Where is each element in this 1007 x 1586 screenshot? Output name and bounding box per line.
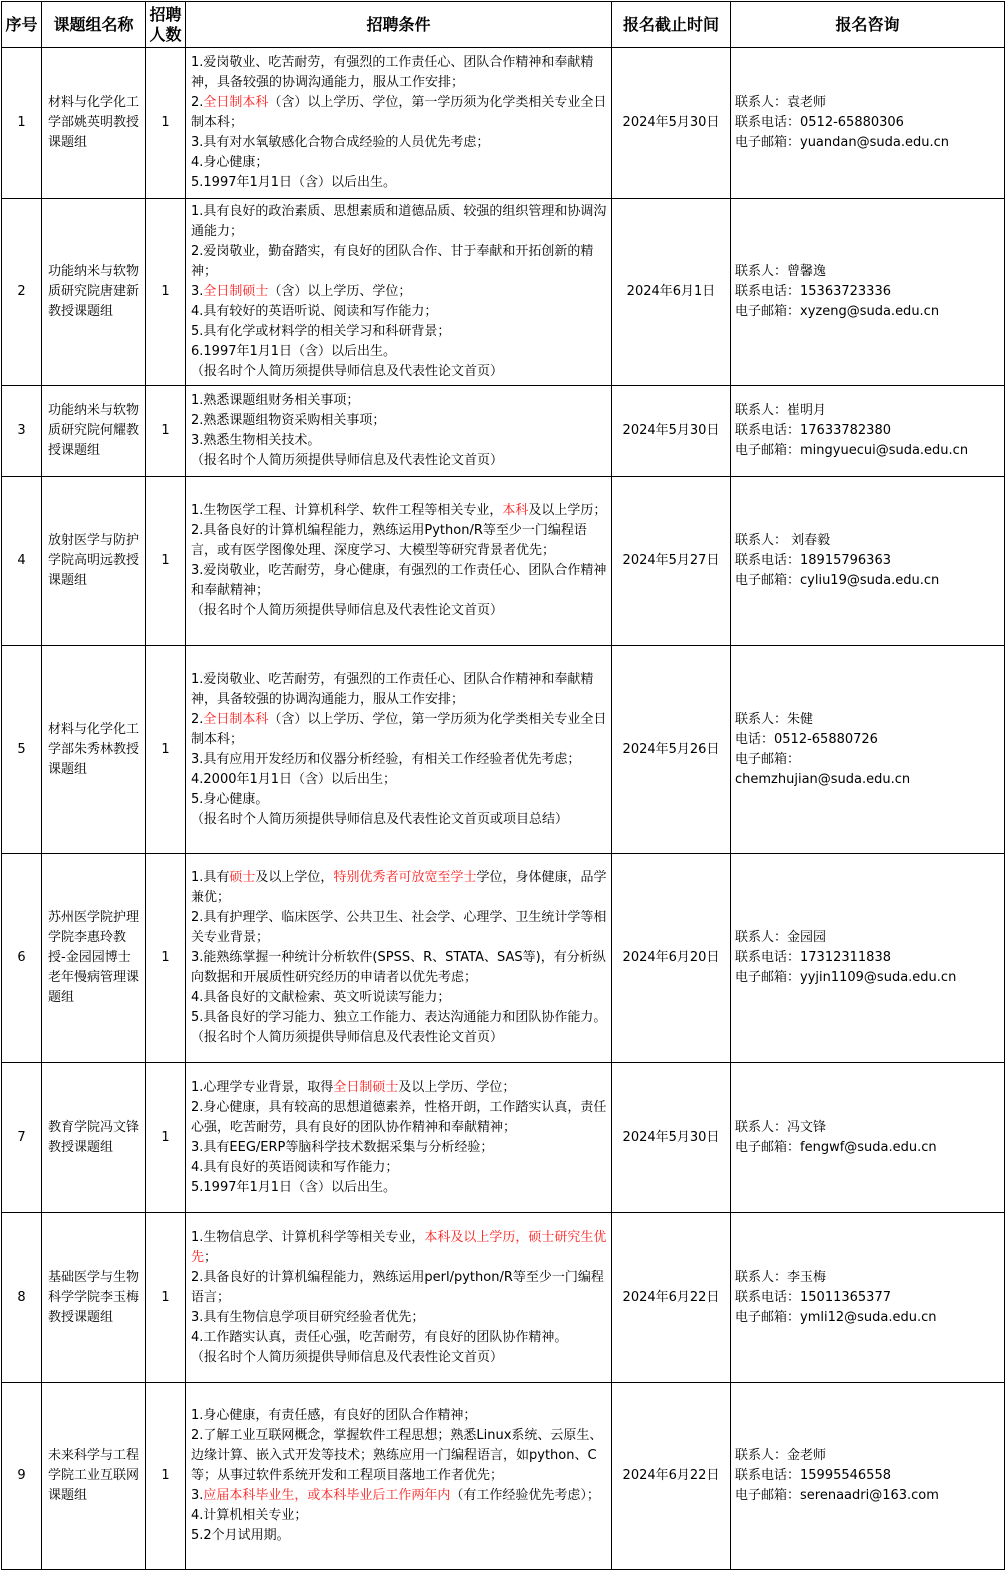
contact-cell (731, 386, 1005, 477)
table-row (2, 48, 1005, 199)
hire-count: 1 (146, 1213, 186, 1383)
contact-line: 联系人：冯文锋 (735, 1119, 827, 1135)
contact-line: 联系人：曾馨逸 (735, 264, 827, 279)
requirements-cell (186, 48, 612, 199)
requirement-item: 5.2个月试用期。 (191, 1528, 290, 1543)
hire-count: 1 (146, 386, 186, 477)
requirement-item: 1.具有硕士及以上学位，特别优秀者可放宽至学士学位，身体健康，品学兼优； (191, 870, 607, 905)
requirement-item: 2.具备良好的计算机编程能力，熟练运用perl/python/R等至少一门编程语言； (191, 1269, 604, 1305)
contact-line: 电子邮箱：yuandan@suda.edu.cn (735, 135, 949, 150)
highlight-text: 全日制硕士 (333, 1079, 399, 1095)
row-index: 2 (2, 199, 42, 386)
contact-line: 联系电话：17633782380 (735, 423, 891, 438)
contact-line: 电子邮箱：cyliu19@suda.edu.cn (735, 573, 940, 588)
contact-line: 联系电话：0512-65880306 (735, 115, 904, 130)
contact-cell (731, 646, 1005, 854)
requirement-item: 2.全日制本科（含）以上学历、学位，第一学历须为化学类相关专业全日制本科； (191, 711, 607, 747)
deadline: 2024年6月22日 (612, 1213, 731, 1383)
group-name: 放射医学与防护学院高明远教授课题组 (42, 477, 146, 646)
row-index: 7 (2, 1063, 42, 1213)
row-index: 6 (2, 854, 42, 1063)
requirement-item: 2.具备良好的计算机编程能力，熟练运用Python/R等至少一门编程语言，或有医学图像处理、深度学习、大模型等研究背景者优先； (191, 523, 587, 558)
deadline: 2024年6月1日 (612, 199, 731, 386)
hire-count: 1 (146, 1063, 186, 1213)
contact-line: 电子邮箱：serenaadri@163.com (735, 1488, 939, 1503)
group-name: 苏州医学院护理学院李惠玲教授-金园园博士老年慢病管理课题组 (42, 854, 146, 1063)
highlight-text: 特别优秀者可放宽至学士 (333, 870, 477, 885)
highlight-text: 本科及以上学历，硕士研究生优先 (191, 1229, 607, 1265)
table-row (2, 646, 1005, 854)
table-body (2, 48, 1005, 1570)
group-name: 功能纳米与软物质研究院唐建新教授课题组 (42, 199, 146, 386)
deadline: 2024年5月27日 (612, 477, 731, 646)
requirement-item: 4.身心健康； (191, 155, 269, 170)
header-deadline: 报名截止时间 (612, 2, 731, 48)
requirement-item: 1.爱岗敬业、吃苦耐劳，有强烈的工作责任心、团队合作精神和奉献精神，具备较强的协调沟通能力，服从工作安排； (191, 55, 594, 90)
deadline: 2024年5月30日 (612, 1063, 731, 1213)
contact-line: 联系人：朱健 (735, 711, 814, 727)
deadline: 2024年5月26日 (612, 646, 731, 854)
requirement-item: 5.具备良好的学习能力、独立工作能力、表达沟通能力和团队协作能力。 (191, 1010, 607, 1025)
row-index: 3 (2, 386, 42, 477)
contact-line: 电子邮箱：xyzeng@suda.edu.cn (735, 304, 940, 319)
contact-line: 联系人：金园园 (735, 930, 827, 945)
requirement-item: （报名时个人简历须提供导师信息及代表性论文首页或项目总结） (191, 811, 569, 827)
highlight-text: 应届本科毕业生，或本科毕业后工作两年内 (203, 1488, 451, 1503)
table-row (2, 199, 1005, 386)
requirement-item: （报名时个人简历须提供导师信息及代表性论文首页） (191, 364, 504, 379)
contact-cell (731, 854, 1005, 1063)
contact-line: 联系电话：18915796363 (735, 553, 891, 568)
recruitment-table (1, 1, 1005, 1570)
requirements-cell (186, 1383, 612, 1570)
contact-line: chemzhujian@suda.edu.cn (735, 771, 911, 787)
table-row (2, 477, 1005, 646)
requirement-item: 1.身心健康，有责任感，有良好的团队合作精神； (191, 1408, 477, 1423)
highlight-text: 全日制本科 (203, 95, 269, 110)
requirement-item: （报名时个人简历须提供导师信息及代表性论文首页） (191, 1349, 504, 1365)
table-row (2, 1383, 1005, 1570)
table-row (2, 854, 1005, 1063)
requirement-item: 1.熟悉课题组财务相关事项； (191, 393, 360, 408)
requirement-item: 4.计算机相关专业； (191, 1508, 308, 1523)
requirement-item: 2.具有护理学、临床医学、公共卫生、社会学、心理学、卫生统计学等相关专业背景； (191, 910, 607, 945)
requirement-item: 2.全日制本科（含）以上学历、学位，第一学历须为化学类相关专业全日制本科； (191, 95, 607, 130)
hire-count: 1 (146, 854, 186, 1063)
requirement-item: 2.爱岗敬业，勤奋踏实，有良好的团队合作、甘于奉献和开拓创新的精神； (191, 244, 594, 279)
contact-cell (731, 199, 1005, 386)
contact-line: 联系电话：15363723336 (735, 284, 891, 299)
highlight-text: 本科 (502, 503, 529, 518)
contact-line: 联系人：金老师 (735, 1448, 827, 1463)
contact-cell (731, 1213, 1005, 1383)
requirement-item: 1.生物医学工程、计算机科学、软件工程等相关专业，本科及以上学历； (191, 503, 607, 518)
requirement-item: （报名时个人简历须提供导师信息及代表性论文首页） (191, 603, 504, 618)
requirement-item: 3.具有EEG/ERP等脑科学技术数据采集与分析经验； (191, 1139, 494, 1155)
contact-line: 电子邮箱：yyjin1109@suda.edu.cn (735, 970, 957, 985)
group-name: 未来科学与工程学院工业互联网课题组 (42, 1383, 146, 1570)
group-name: 基础医学与生物科学学院李玉梅教授课题组 (42, 1213, 146, 1383)
contact-line: 联系电话：15011365377 (735, 1289, 891, 1305)
hire-count: 1 (146, 646, 186, 854)
header-contact: 报名咨询 (731, 2, 1005, 48)
requirements-cell (186, 386, 612, 477)
requirements-cell (186, 1063, 612, 1213)
hire-count: 1 (146, 1383, 186, 1570)
contact-line: 联系人： 刘春毅 (735, 533, 831, 548)
hire-count: 1 (146, 199, 186, 386)
highlight-text: 全日制硕士 (203, 284, 269, 299)
group-name: 材料与化学化工学部朱秀林教授课题组 (42, 646, 146, 854)
requirements-cell (186, 477, 612, 646)
requirement-item: 3.具有生物信息学项目研究经验者优先； (191, 1309, 425, 1325)
requirement-item: 1.生物信息学、计算机科学等相关专业，本科及以上学历，硕士研究生优先； (191, 1229, 607, 1265)
requirement-item: 5.1997年1月1日（含）以后出生。 (191, 175, 397, 190)
table-row (2, 1213, 1005, 1383)
requirement-item: 5.1997年1月1日（含）以后出生。 (191, 1179, 397, 1195)
table-row (2, 386, 1005, 477)
contact-line: 电子邮箱： (735, 751, 801, 767)
row-index: 5 (2, 646, 42, 854)
contact-cell (731, 1063, 1005, 1213)
contact-line: 电话：0512-65880726 (735, 731, 878, 747)
requirements-cell (186, 854, 612, 1063)
contact-line: 联系人：袁老师 (735, 95, 827, 110)
header-row (2, 2, 1005, 48)
contact-line: 电子邮箱：mingyuecui@suda.edu.cn (735, 443, 969, 458)
contact-line: 电子邮箱：ymli12@suda.edu.cn (735, 1309, 937, 1325)
requirements-cell (186, 199, 612, 386)
requirement-item: 5.具有化学或材料学的相关学习和科研背景； (191, 324, 451, 339)
requirements-cell (186, 646, 612, 854)
contact-cell (731, 477, 1005, 646)
row-index: 8 (2, 1213, 42, 1383)
row-index: 1 (2, 48, 42, 199)
contact-cell (731, 1383, 1005, 1570)
highlight-text: 硕士 (229, 870, 256, 885)
requirement-item: 4.2000年1月1日（含）以后出生； (191, 771, 397, 787)
row-index: 9 (2, 1383, 42, 1570)
requirement-item: 3.熟悉生物相关技术。 (191, 433, 321, 448)
requirement-item: 2.熟悉课题组物资采购相关事项； (191, 413, 386, 428)
group-name: 功能纳米与软物质研究院何耀教授课题组 (42, 386, 146, 477)
requirement-item: 3.全日制硕士（含）以上学历、学位； (191, 284, 412, 299)
table-row (2, 1063, 1005, 1213)
contact-line: 电子邮箱：fengwf@suda.edu.cn (735, 1139, 937, 1155)
deadline: 2024年6月22日 (612, 1383, 731, 1570)
requirement-item: 1.心理学专业背景，取得全日制硕士及以上学历、学位； (191, 1079, 516, 1095)
deadline: 2024年5月30日 (612, 386, 731, 477)
requirement-item: 3.爱岗敬业，吃苦耐劳，身心健康，有强烈的工作责任心、团队合作精神和奉献精神； (191, 563, 607, 598)
contact-cell (731, 48, 1005, 199)
contact-line: 联系电话：17312311838 (735, 950, 891, 965)
requirement-item: 6.1997年1月1日（含）以后出生。 (191, 344, 397, 359)
row-index: 4 (2, 477, 42, 646)
header-requirements: 招聘条件 (186, 2, 612, 48)
requirement-item: 3.具有对水氧敏感化合物合成经验的人员优先考虑； (191, 135, 490, 150)
highlight-text: 全日制本科 (203, 711, 269, 727)
contact-line: 联系电话：15995546558 (735, 1468, 891, 1483)
requirement-item: 2.了解工业互联网概念，掌握软件工程思想；熟悉Linux系统、云原生、边缘计算、嵌入式开发等技术；熟练应用一门编程语言，如python、C等；从事过软件系统开发和工程项目落地工作者优先； (191, 1428, 603, 1483)
contact-line: 联系人：李玉梅 (735, 1269, 827, 1285)
contact-line: 联系人：崔明月 (735, 403, 827, 418)
requirement-item: 4.具有较好的英语听说、阅读和写作能力； (191, 304, 438, 319)
header-count: 招聘人数 (146, 2, 186, 48)
requirement-item: 1.具有良好的政治素质、思想素质和道德品质、较强的组织管理和协调沟通能力； (191, 204, 607, 239)
deadline: 2024年6月20日 (612, 854, 731, 1063)
requirement-item: 3.具有应用开发经历和仪器分析经验，有相关工作经验者优先考虑； (191, 751, 581, 767)
header-group: 课题组名称 (42, 2, 146, 48)
requirement-item: 4.工作踏实认真，责任心强，吃苦耐劳，有良好的团队协作精神。 (191, 1329, 568, 1345)
requirement-item: 3.能熟练掌握一种统计分析软件(SPSS、R、STATA、SAS等)，有分析纵向数据和开展质性研究经历的申请者以优先考虑； (191, 950, 606, 985)
requirement-item: （报名时个人简历须提供导师信息及代表性论文首页） (191, 453, 504, 468)
requirements-cell (186, 1213, 612, 1383)
hire-count: 1 (146, 477, 186, 646)
group-name: 材料与化学化工学部姚英明教授课题组 (42, 48, 146, 199)
header-index: 序号 (2, 2, 42, 48)
requirement-item: 3.应届本科毕业生，或本科毕业后工作两年内（有工作经验优先考虑）； (191, 1488, 600, 1503)
requirement-item: （报名时个人简历须提供导师信息及代表性论文首页） (191, 1030, 504, 1045)
requirement-item: 5.身心健康。 (191, 791, 269, 807)
group-name: 教育学院冯文锋教授课题组 (42, 1063, 146, 1213)
deadline: 2024年5月30日 (612, 48, 731, 199)
hire-count: 1 (146, 48, 186, 199)
requirement-item: 4.具备良好的文献检索、英文听说读写能力； (191, 990, 451, 1005)
requirement-item: 2.身心健康，具有较高的思想道德素养，性格开朗，工作踏实认真，责任心强，吃苦耐劳，具有良好的团队协作精神和奉献精神； (191, 1099, 607, 1135)
requirement-item: 1.爱岗敬业、吃苦耐劳，有强烈的工作责任心、团队合作精神和奉献精神，具备较强的协调沟通能力，服从工作安排； (191, 671, 594, 707)
requirement-item: 4.具有良好的英语阅读和写作能力； (191, 1159, 399, 1175)
